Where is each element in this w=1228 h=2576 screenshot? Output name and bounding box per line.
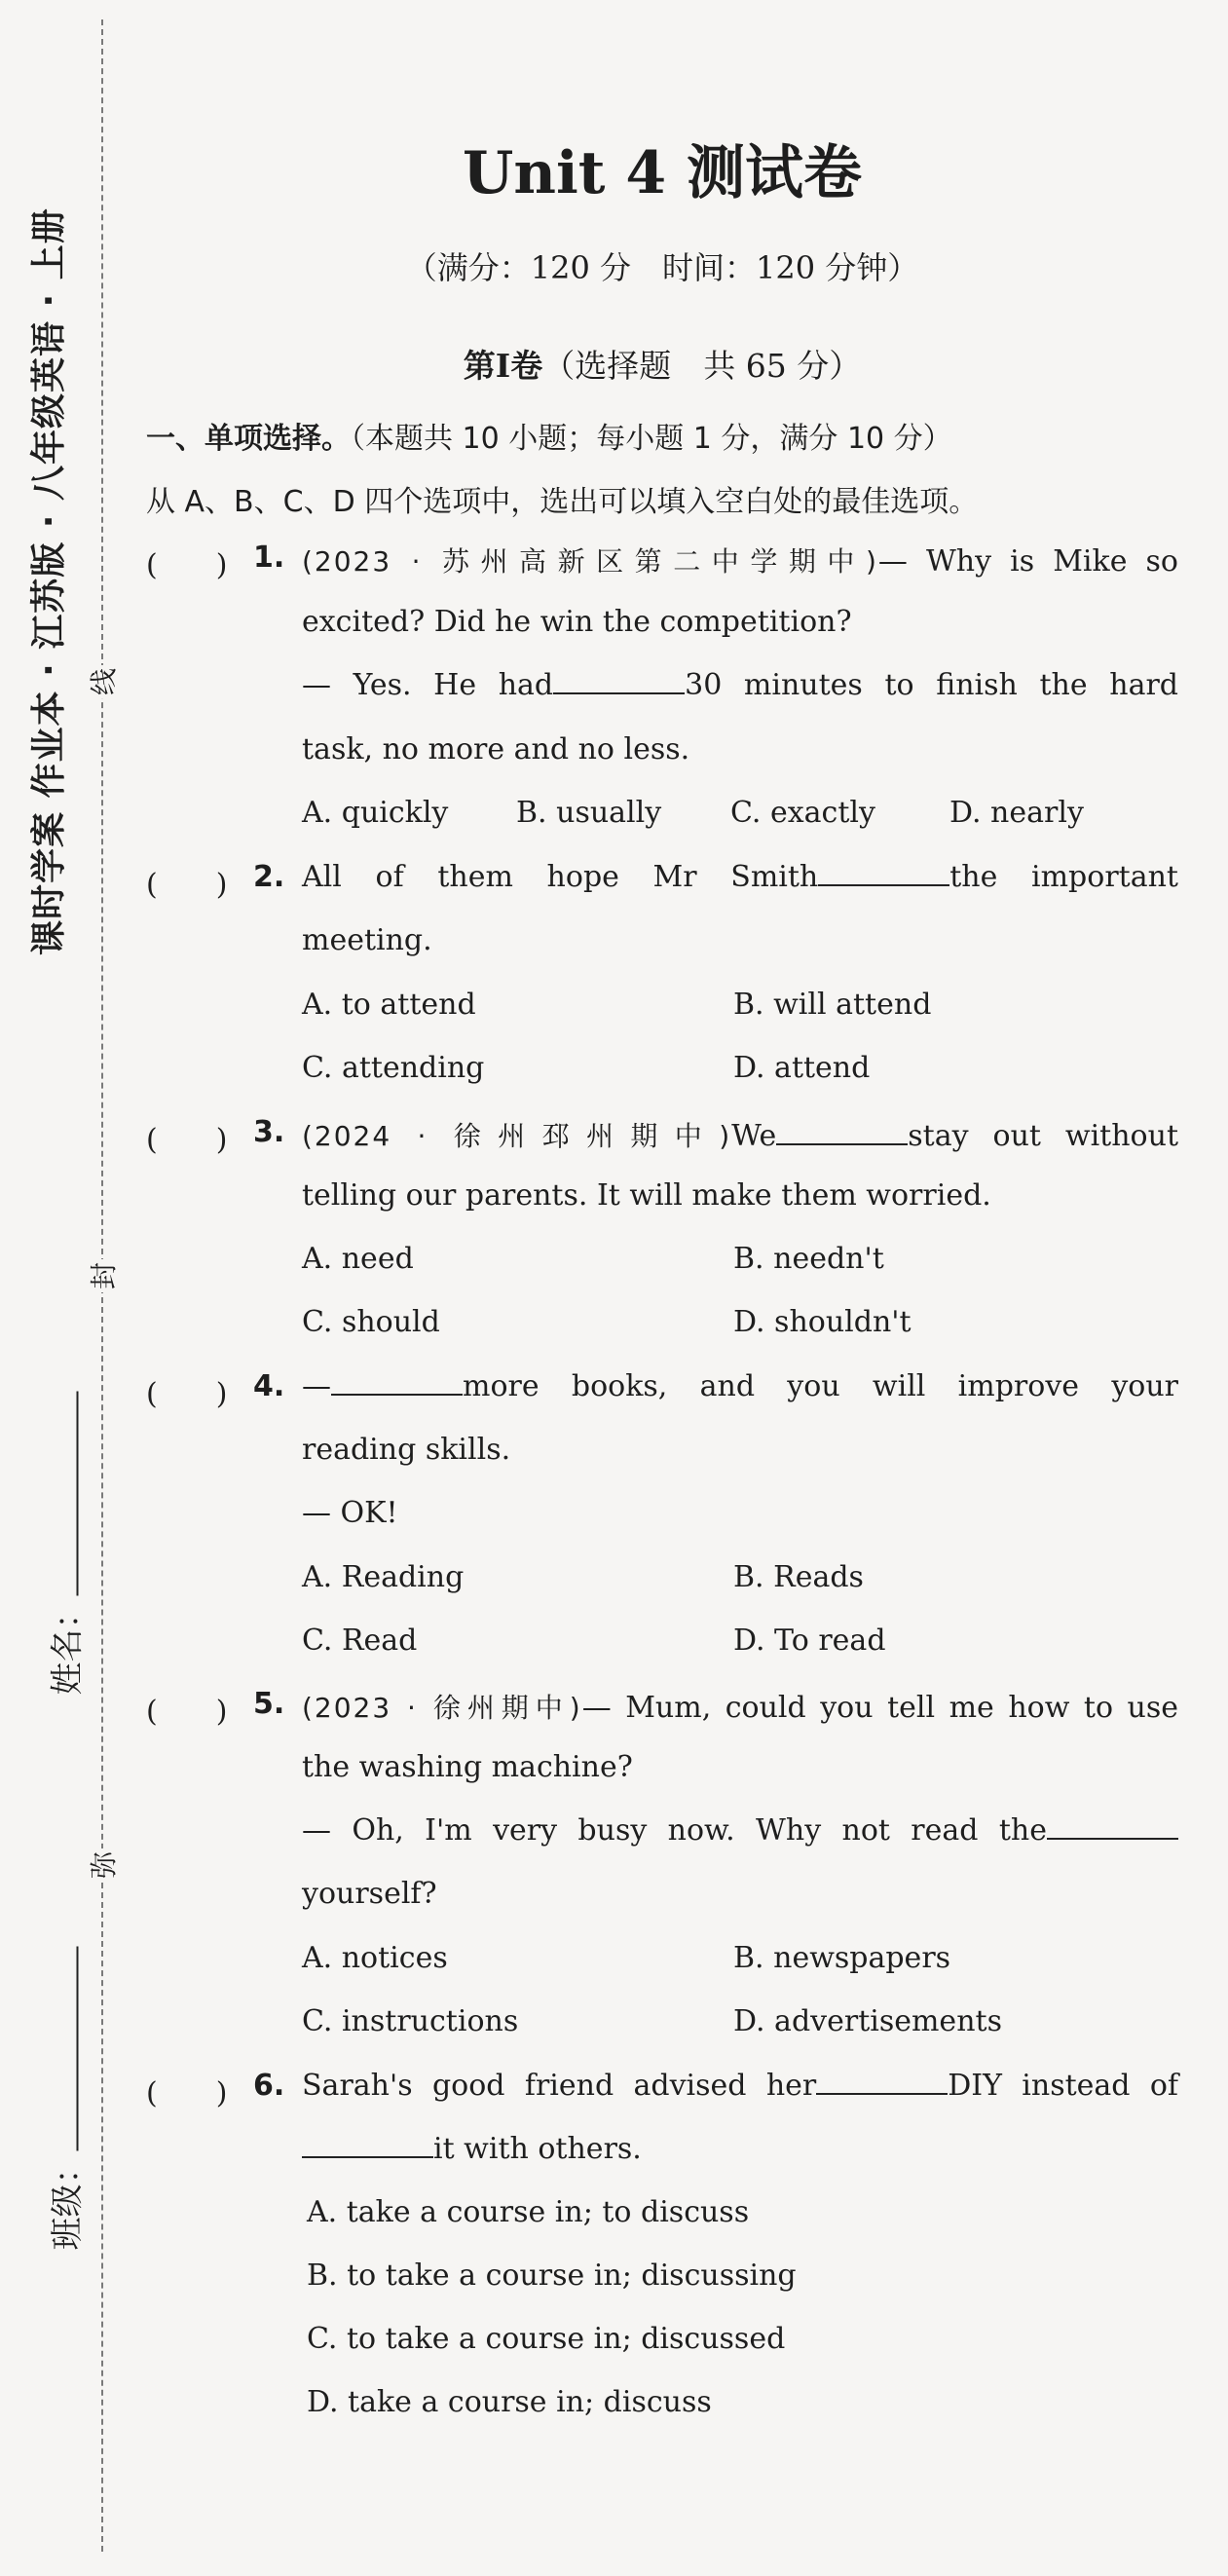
name-blank[interactable] bbox=[50, 1392, 79, 1596]
option-b: B. Reads bbox=[733, 1560, 864, 1594]
option-d: D. attend bbox=[733, 1051, 871, 1085]
answer-blank bbox=[816, 2070, 948, 2095]
binding-sidebar bbox=[0, 0, 146, 2576]
question-source: (2023 · 徐州期中) bbox=[302, 1692, 582, 1724]
question-source: (2024 · 徐州邳州期中) bbox=[302, 1120, 732, 1152]
question-number: 2. bbox=[253, 860, 285, 894]
answer-blank bbox=[553, 669, 685, 694]
question-line: All of them hope Mr Smith the important bbox=[302, 860, 1178, 894]
question-line: (2024 · 徐州邳州期中)We stay out without bbox=[302, 1119, 1178, 1153]
part-label: 第Ⅰ卷 bbox=[463, 347, 543, 385]
section-label: 一、单项选择。 bbox=[146, 422, 351, 456]
option-a: A. Reading bbox=[302, 1560, 465, 1594]
page-title: Unit 4 测试卷 bbox=[463, 139, 862, 207]
question-line: (2023 · 徐州期中)— Mum, could you tell me how to use bbox=[302, 1691, 1178, 1725]
option-b: B. usually bbox=[516, 796, 662, 830]
question-line: task, no more and no less. bbox=[302, 732, 690, 766]
section-note: （本题共 10 小题；每小题 1 分，满分 10 分） bbox=[351, 422, 952, 456]
name-label: 姓名： bbox=[48, 1595, 88, 1696]
question-number: 3. bbox=[253, 1115, 285, 1149]
option-c: C. to take a course in; discussed bbox=[307, 2322, 786, 2356]
answer-blank bbox=[302, 2133, 433, 2158]
answer-blank bbox=[818, 861, 949, 886]
name-field[interactable] bbox=[41, 1392, 89, 1696]
option-a: A. quickly bbox=[302, 796, 449, 830]
class-label: 班级： bbox=[48, 2150, 88, 2251]
question-line: the washing machine? bbox=[302, 1750, 633, 1784]
option-d: D. shouldn't bbox=[733, 1305, 912, 1339]
option-a: A. notices bbox=[302, 1941, 448, 1975]
question-line: it with others. bbox=[302, 2132, 1178, 2166]
page-subtitle: （满分：120 分 时间：120 分钟） bbox=[405, 249, 919, 286]
question-line: — OK! bbox=[302, 1496, 398, 1530]
question-line: — more books, and you will improve your bbox=[302, 1369, 1178, 1403]
class-blank[interactable] bbox=[50, 1947, 79, 2151]
part-title bbox=[141, 341, 1183, 387]
option-c: C. exactly bbox=[730, 796, 875, 830]
option-d: D. advertisements bbox=[733, 2004, 1002, 2038]
fold-mark-seal: 封 bbox=[83, 1259, 122, 1292]
option-c: C. Read bbox=[302, 1624, 418, 1658]
question-number: 4. bbox=[253, 1369, 285, 1403]
question-line: — Oh, I'm very busy now. Why not read the bbox=[302, 1813, 1178, 1848]
question-line: yourself? bbox=[302, 1877, 437, 1911]
question-line: — Yes. He had 30 minutes to finish the hard bbox=[302, 668, 1178, 702]
question-line: telling our parents. It will make them worried. bbox=[302, 1178, 991, 1213]
answer-paren[interactable]: ( ) bbox=[146, 1123, 228, 1157]
part-rest: （选择题 共 65 分） bbox=[542, 347, 862, 385]
option-c: C. attending bbox=[302, 1051, 485, 1085]
option-a: A. take a course in; to discuss bbox=[307, 2195, 750, 2229]
book-series-label: 课时学案 作业本 · 江苏版 · 八年级英语 · 上册 bbox=[29, 207, 69, 955]
question-line: reading skills. bbox=[302, 1433, 511, 1467]
option-c: C. should bbox=[302, 1305, 440, 1339]
instruction: 从 A、B、C、D 四个选项中，选出可以填入空白处的最佳选项。 bbox=[146, 485, 979, 519]
question-line: meeting. bbox=[302, 923, 432, 957]
option-a: A. need bbox=[302, 1242, 414, 1276]
option-d: D. To read bbox=[733, 1624, 886, 1658]
option-b: B. to take a course in; discussing bbox=[307, 2259, 797, 2293]
answer-blank bbox=[776, 1120, 908, 1145]
answer-paren[interactable]: ( ) bbox=[146, 868, 228, 902]
answer-blank bbox=[1047, 1814, 1178, 1840]
option-d: D. take a course in; discuss bbox=[307, 2385, 712, 2419]
answer-paren[interactable]: ( ) bbox=[146, 1377, 228, 1411]
question-number: 1. bbox=[253, 541, 285, 575]
answer-paren[interactable]: ( ) bbox=[146, 548, 228, 582]
option-d: D. nearly bbox=[949, 796, 1084, 830]
fold-mark-line: 线 bbox=[83, 665, 122, 698]
fold-mark-close: 弥 bbox=[83, 1848, 122, 1882]
answer-paren[interactable]: ( ) bbox=[146, 1695, 228, 1729]
question-source: (2023 · 苏州高新区第二中学期中) bbox=[302, 545, 878, 578]
option-b: B. will attend bbox=[733, 988, 932, 1022]
option-b: B. needn't bbox=[733, 1242, 884, 1276]
answer-paren[interactable]: ( ) bbox=[146, 2076, 228, 2110]
answer-blank bbox=[331, 1370, 463, 1396]
question-number: 5. bbox=[253, 1687, 285, 1721]
question-number: 6. bbox=[253, 2069, 285, 2103]
question-line: Sarah's good friend advised her DIY instead of bbox=[302, 2069, 1178, 2103]
option-b: B. newspapers bbox=[733, 1941, 951, 1975]
option-c: C. instructions bbox=[302, 2004, 519, 2038]
section-heading bbox=[146, 414, 952, 457]
class-field[interactable] bbox=[41, 1947, 89, 2251]
question-line: (2023 · 苏州高新区第二中学期中)— Why is Mike so bbox=[302, 544, 1178, 579]
question-line: excited? Did he win the competition? bbox=[302, 605, 852, 639]
option-a: A. to attend bbox=[302, 988, 476, 1022]
